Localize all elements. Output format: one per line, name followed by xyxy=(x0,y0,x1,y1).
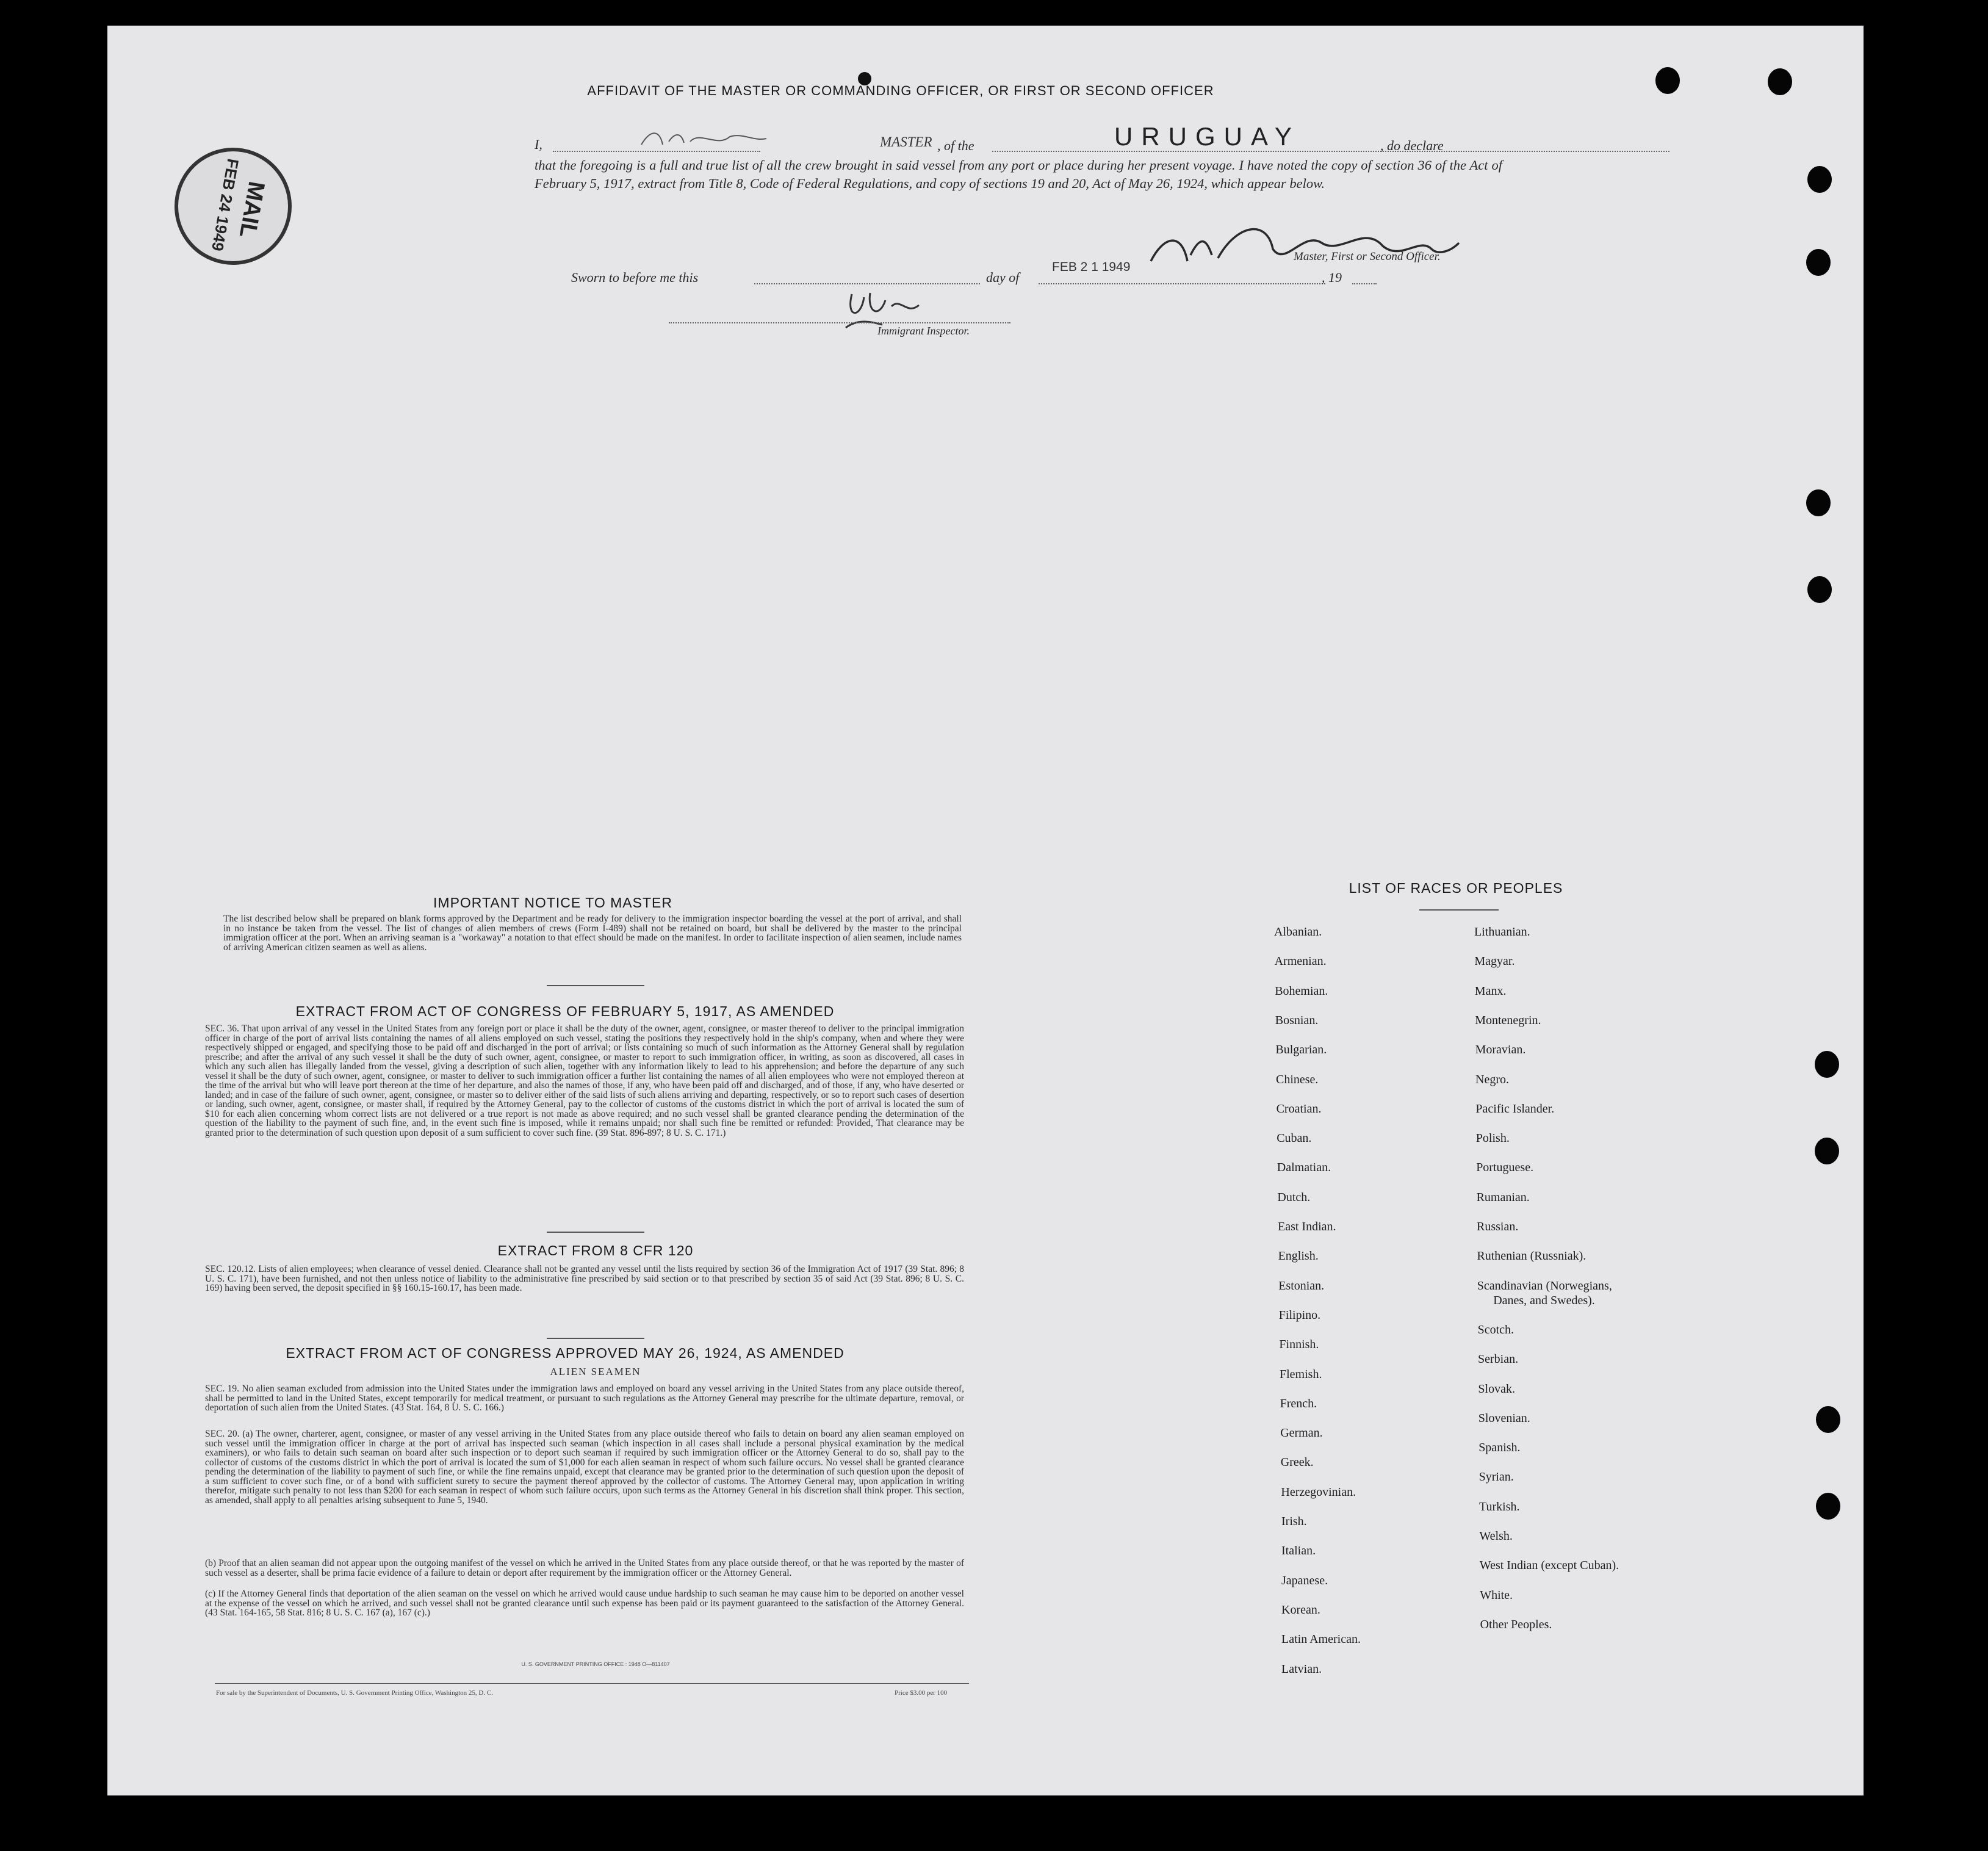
binder-hole xyxy=(1807,166,1832,193)
binder-hole xyxy=(1816,1406,1840,1433)
race-item: Latin American. xyxy=(1281,1633,1361,1647)
affidavit-body: that the foregoing is a full and true list of all the crew brought in said vessel from any port or place during her present voyage. I have noted the copy of section 36 of the Act of February 5, 1917, extract from Title 8, Code of Federal Regulations, and copy of sections 19 and 20, Act of May 26, 1924, which appear below. xyxy=(535,157,1502,191)
i-label: I, xyxy=(535,137,542,152)
race-item: Bohemian. xyxy=(1275,984,1328,998)
inspector-caption: Immigrant Inspector. xyxy=(877,325,970,337)
footer-rule xyxy=(215,1683,969,1684)
race-item: Russian. xyxy=(1477,1220,1519,1233)
race-item: French. xyxy=(1280,1396,1317,1410)
of-the-label: , of the xyxy=(937,138,974,153)
race-item: Herzegovinian. xyxy=(1281,1485,1356,1499)
extract-1924-sec20a: SEC. 20. (a) The owner, charterer, agent, consignee, or master of any vessel arriving in the United States from any place outside thereof who fails to detain on board any alien seaman employed on such vessel until the immigration officer in charge at the port of arrival has inspected such seaman (which inspection in all cases shall include a personal physical examination by the medical examiners), or who fails to detain such seaman on board after such inspection or to deport such seaman if required by such immigration officer or the Attorney General to do so, shall pay to the collector of customs of the customs district in which the port of arrival is located the sum of $1,000 for each alien seaman in respect of whom such failure occurs. No vessel shall be granted clearance pending the determination of the liability to payment of such fine, or while the fine remains unpaid, except that clearance may be granted prior to the determination of such question upon the deposit of a sum sufficient to cover such fine, or of a bond with sufficient surety to secure the payment thereof approved by the collector of customs. The Attorney General may, upon application in writing therefor, mitigate such penalty to not less than $200 for each seaman in respect of whom such failure occurs, upon such terms as the Attorney General in his discretion shall think proper. This section, as amended, shall apply to all penalties arising subsequent to June 5, 1940. xyxy=(205,1429,964,1506)
race-item: Cuban. xyxy=(1277,1131,1312,1146)
do-declare: , do declare xyxy=(1380,138,1444,153)
postmark-stamp xyxy=(165,139,301,274)
race-item: Albanian. xyxy=(1274,925,1322,939)
officer-caption: Master, First or Second Officer. xyxy=(1294,250,1441,263)
vessel-name: URUGUAY xyxy=(1114,122,1300,151)
binder-hole xyxy=(1806,489,1831,516)
race-item: Filipino. xyxy=(1278,1308,1321,1322)
race-item: Croatian. xyxy=(1276,1102,1322,1116)
race-item: Ruthenian (Russniak). xyxy=(1477,1249,1586,1263)
separator xyxy=(547,1232,644,1233)
race-item: Japanese. xyxy=(1281,1573,1328,1587)
stamped-date: FEB 2 1 1949 xyxy=(1052,260,1131,274)
stamp-date: FEB 24 1949 xyxy=(208,157,243,253)
race-item: Pacific Islander. xyxy=(1475,1102,1555,1116)
binder-hole xyxy=(1816,1493,1840,1520)
race-item: English. xyxy=(1278,1249,1319,1263)
race-item: White. xyxy=(1480,1588,1513,1602)
cfr-body: SEC. 120.12. Lists of alien employees; when clearance of vessel denied. Clearance shall not be granted any vessel until the lists required by section 36 of the Immigration Act of 1917 (39 Stat. 896; 8 U. S. C. 171), have been furnished, and not then unless notice of liability to the administrative fine prescribed by said section or to that prescribed by section 35 of said Act (39 Stat. 896; 8 U. S. C. 169) having been served, the deposit specified in §§ 160.15-160.17, has been made. xyxy=(205,1264,964,1293)
race-item: Estonian. xyxy=(1278,1279,1325,1293)
binder-hole xyxy=(1655,67,1680,94)
sale-note: For sale by the Superintendent of Documents, U. S. Government Printing Office, Washington 25, D. C. xyxy=(216,1689,493,1697)
race-item: Chinese. xyxy=(1276,1072,1319,1086)
extract-1924-sec20c: (c) If the Attorney General finds that deportation of the alien seaman on the vessel on which he arrived would cause undue hardship to such seaman he may cause him to be deported on another vessel at the expense of the vessel on which he arrived, and such vessel shall not be granted clearance until such expense has been paid or its payment guaranteed to the satisfaction of the Attorney General. (43 Stat. 164-165, 58 Stat. 816; 8 U. S. C. 167 (a), 167 (c).) xyxy=(205,1589,964,1618)
race-item: Scandinavian (Norwegians, xyxy=(1477,1279,1612,1293)
extract-1917-body: SEC. 36. That upon arrival of any vessel in the United States from any foreign port or place it shall be the duty of the owner, agent, consignee, or master thereof to deliver to the principal immigration officer in charge of the port of arrival lists containing the names of all aliens employed on such vessel, stating the positions they respectively hold in the ship's company, when and where they were respectively shipped or engaged, and specifying those to be paid off and discharged in the port of arrival; or lists containing so much of such information as the Attorney General shall by regulation prescribe; and after the arrival of any such vessel it shall be the duty of such owner, agent, consignee, or master to report to such immigration officer, in writing, as soon as discovered, all cases in which any such alien has illegally landed from the vessel, giving a description of such alien, together with any information likely to lead to his apprehension; and before the departure of any such vessel it shall be the duty of such owner, agent, consignee, or master to deliver to such immigration officer a further list containing the names of all alien employees who were not employed thereon at the time of the arrival but who will leave port thereon at the time of her departure, and also the names of those, if any, who have been paid off and discharged, and of those, if any, who have deserted or landed; and in case of the failure of such owner, agent, consignee, or master so to deliver either of the said lists of such aliens arriving and departing, respectively, or so to report such cases of desertion or landing, such owner, agent, consignee, or master shall, if required by the Attorney General, pay to the collector of customs of the customs district in which the port of arrival is located the sum of $10 for each alien concerning whom correct lists are not delivered or a true report is not made as above required; and no such vessel shall be granted clearance pending the determination of the question of the liability to the payment of such fine, and, in the event such fine is imposed, while it remains unpaid; nor shall such fine be remitted or refunded: Provided, That clearance may be granted prior to the determination of such question upon deposit of a sum sufficient to cover such fine. (39 Stat. 896-897; 8 U. S. C. 171.) xyxy=(205,1023,964,1138)
race-item: Magyar. xyxy=(1474,954,1515,969)
race-item: Turkish. xyxy=(1479,1499,1520,1514)
race-item: Other Peoples. xyxy=(1480,1617,1552,1631)
document-page xyxy=(107,26,1864,1795)
race-item: Latvian. xyxy=(1281,1662,1322,1676)
year-prefix: , 19 xyxy=(1322,270,1342,285)
race-item: Serbian. xyxy=(1478,1352,1519,1366)
binder-hole xyxy=(1815,1138,1839,1164)
extract-1924-heading: EXTRACT FROM ACT OF CONGRESS APPROVED MAY 26, 1924, AS AMENDED xyxy=(286,1345,845,1361)
sworn-label: Sworn to before me this xyxy=(571,270,699,285)
binder-hole xyxy=(1807,576,1832,603)
binder-hole xyxy=(1815,1051,1839,1078)
race-item: Flemish. xyxy=(1280,1367,1322,1381)
master-name-signature xyxy=(638,123,773,154)
race-item: Korean. xyxy=(1281,1603,1320,1617)
race-item: Greek. xyxy=(1280,1456,1314,1470)
affidavit-heading: AFFIDAVIT OF THE MASTER OR COMMANDING OFFICER, OR FIRST OR SECOND OFFICER xyxy=(587,83,1214,98)
race-item: Polish. xyxy=(1475,1131,1510,1146)
binder-hole xyxy=(1768,68,1792,95)
race-item: Rumanian. xyxy=(1476,1190,1530,1204)
race-item: Moravian. xyxy=(1475,1043,1526,1057)
race-item: Spanish. xyxy=(1478,1441,1521,1455)
extract-1917-heading: EXTRACT FROM ACT OF CONGRESS OF FEBRUARY 5, 1917, AS AMENDED xyxy=(295,1003,835,1019)
race-item: Slovak. xyxy=(1478,1382,1515,1396)
cfr-heading: EXTRACT FROM 8 CFR 120 xyxy=(497,1243,694,1258)
race-item: Dalmatian. xyxy=(1277,1161,1331,1175)
race-item: West Indian (except Cuban). xyxy=(1479,1559,1619,1573)
vessel-line xyxy=(992,151,1669,152)
race-item: Finnish. xyxy=(1279,1338,1319,1352)
year-line xyxy=(1352,283,1377,284)
race-item: Danes, and Swedes). xyxy=(1493,1293,1595,1307)
race-item: Welsh. xyxy=(1479,1529,1513,1543)
race-item: Syrian. xyxy=(1478,1470,1514,1484)
race-item: Negro. xyxy=(1475,1072,1509,1086)
master-signature xyxy=(1145,212,1462,280)
race-item: Armenian. xyxy=(1274,954,1327,969)
stamp-mail: MAIL xyxy=(234,179,270,240)
extract-1924-sec20b: (b) Proof that an alien seaman did not appear upon the outgoing manifest of the vessel on which he arrived in the United States from any place outside thereof, or that he was reported by the master of such vessel as a deserter, shall be prima facie evidence of a failure to detain or deport after requirement by the immigration officer or the Attorney General. xyxy=(205,1558,964,1578)
races-heading: LIST OF RACES OR PEOPLES xyxy=(1349,880,1563,896)
race-item: Manx. xyxy=(1474,984,1507,998)
notice-heading: IMPORTANT NOTICE TO MASTER xyxy=(433,895,672,911)
race-item: Italian. xyxy=(1281,1544,1316,1558)
race-item: Dutch. xyxy=(1277,1190,1311,1204)
notice-body: The list described below shall be prepared on blank forms approved by the Department and be ready for delivery to the immigration inspector boarding the vessel at the port of arrival, and shall in no instance be taken from the vessel. The list of changes of alien members of crews (Form I-489) shall not be retained on board, but shall be delivered by the master to the principal immigration officer at the port. When an arriving seaman is a "workaway" a notation to that effect should be made on the manifest. In order to facilitate inspection of alien seamen, include names of arriving American citizen seamen as well as aliens. xyxy=(223,914,962,953)
gpo-imprint: U. S. GOVERNMENT PRINTING OFFICE : 1948 O—811407 xyxy=(521,1661,670,1667)
race-item: Scotch. xyxy=(1477,1322,1514,1337)
race-item: Lithuanian. xyxy=(1474,925,1530,939)
price-note: Price $3.00 per 100 xyxy=(895,1689,948,1697)
separator xyxy=(1419,909,1499,911)
inspector-line xyxy=(669,322,1010,323)
race-item: East Indian. xyxy=(1278,1220,1336,1233)
master-title: MASTER xyxy=(880,134,932,150)
binder-hole xyxy=(1806,249,1831,276)
race-item: Montenegrin. xyxy=(1475,1013,1541,1027)
race-item: Irish. xyxy=(1281,1515,1307,1528)
separator xyxy=(547,1338,644,1339)
day-of-label: day of xyxy=(986,270,1020,285)
alien-seamen-subheading: ALIEN SEAMEN xyxy=(550,1366,641,1377)
separator xyxy=(547,985,644,986)
race-item: Portuguese. xyxy=(1476,1161,1534,1175)
race-item: Bulgarian. xyxy=(1275,1043,1327,1057)
race-item: Slovenian. xyxy=(1478,1411,1530,1425)
extract-1924-sec19: SEC. 19. No alien seaman excluded from admission into the United States under the immigration laws and employed on board any vessel arriving in the United States from any place outside thereof, shall be permitted to land in the United States, except temporarily for medical treatment, or pursuant to such regulations as the Attorney General may prescribe for the ultimate departure, removal, or deportation of such alien from the United States. (43 Stat. 164, 8 U. S. C. 166.) xyxy=(205,1384,964,1413)
month-line xyxy=(1039,283,1325,284)
race-item: Bosnian. xyxy=(1275,1013,1319,1027)
race-item: German. xyxy=(1280,1426,1323,1440)
